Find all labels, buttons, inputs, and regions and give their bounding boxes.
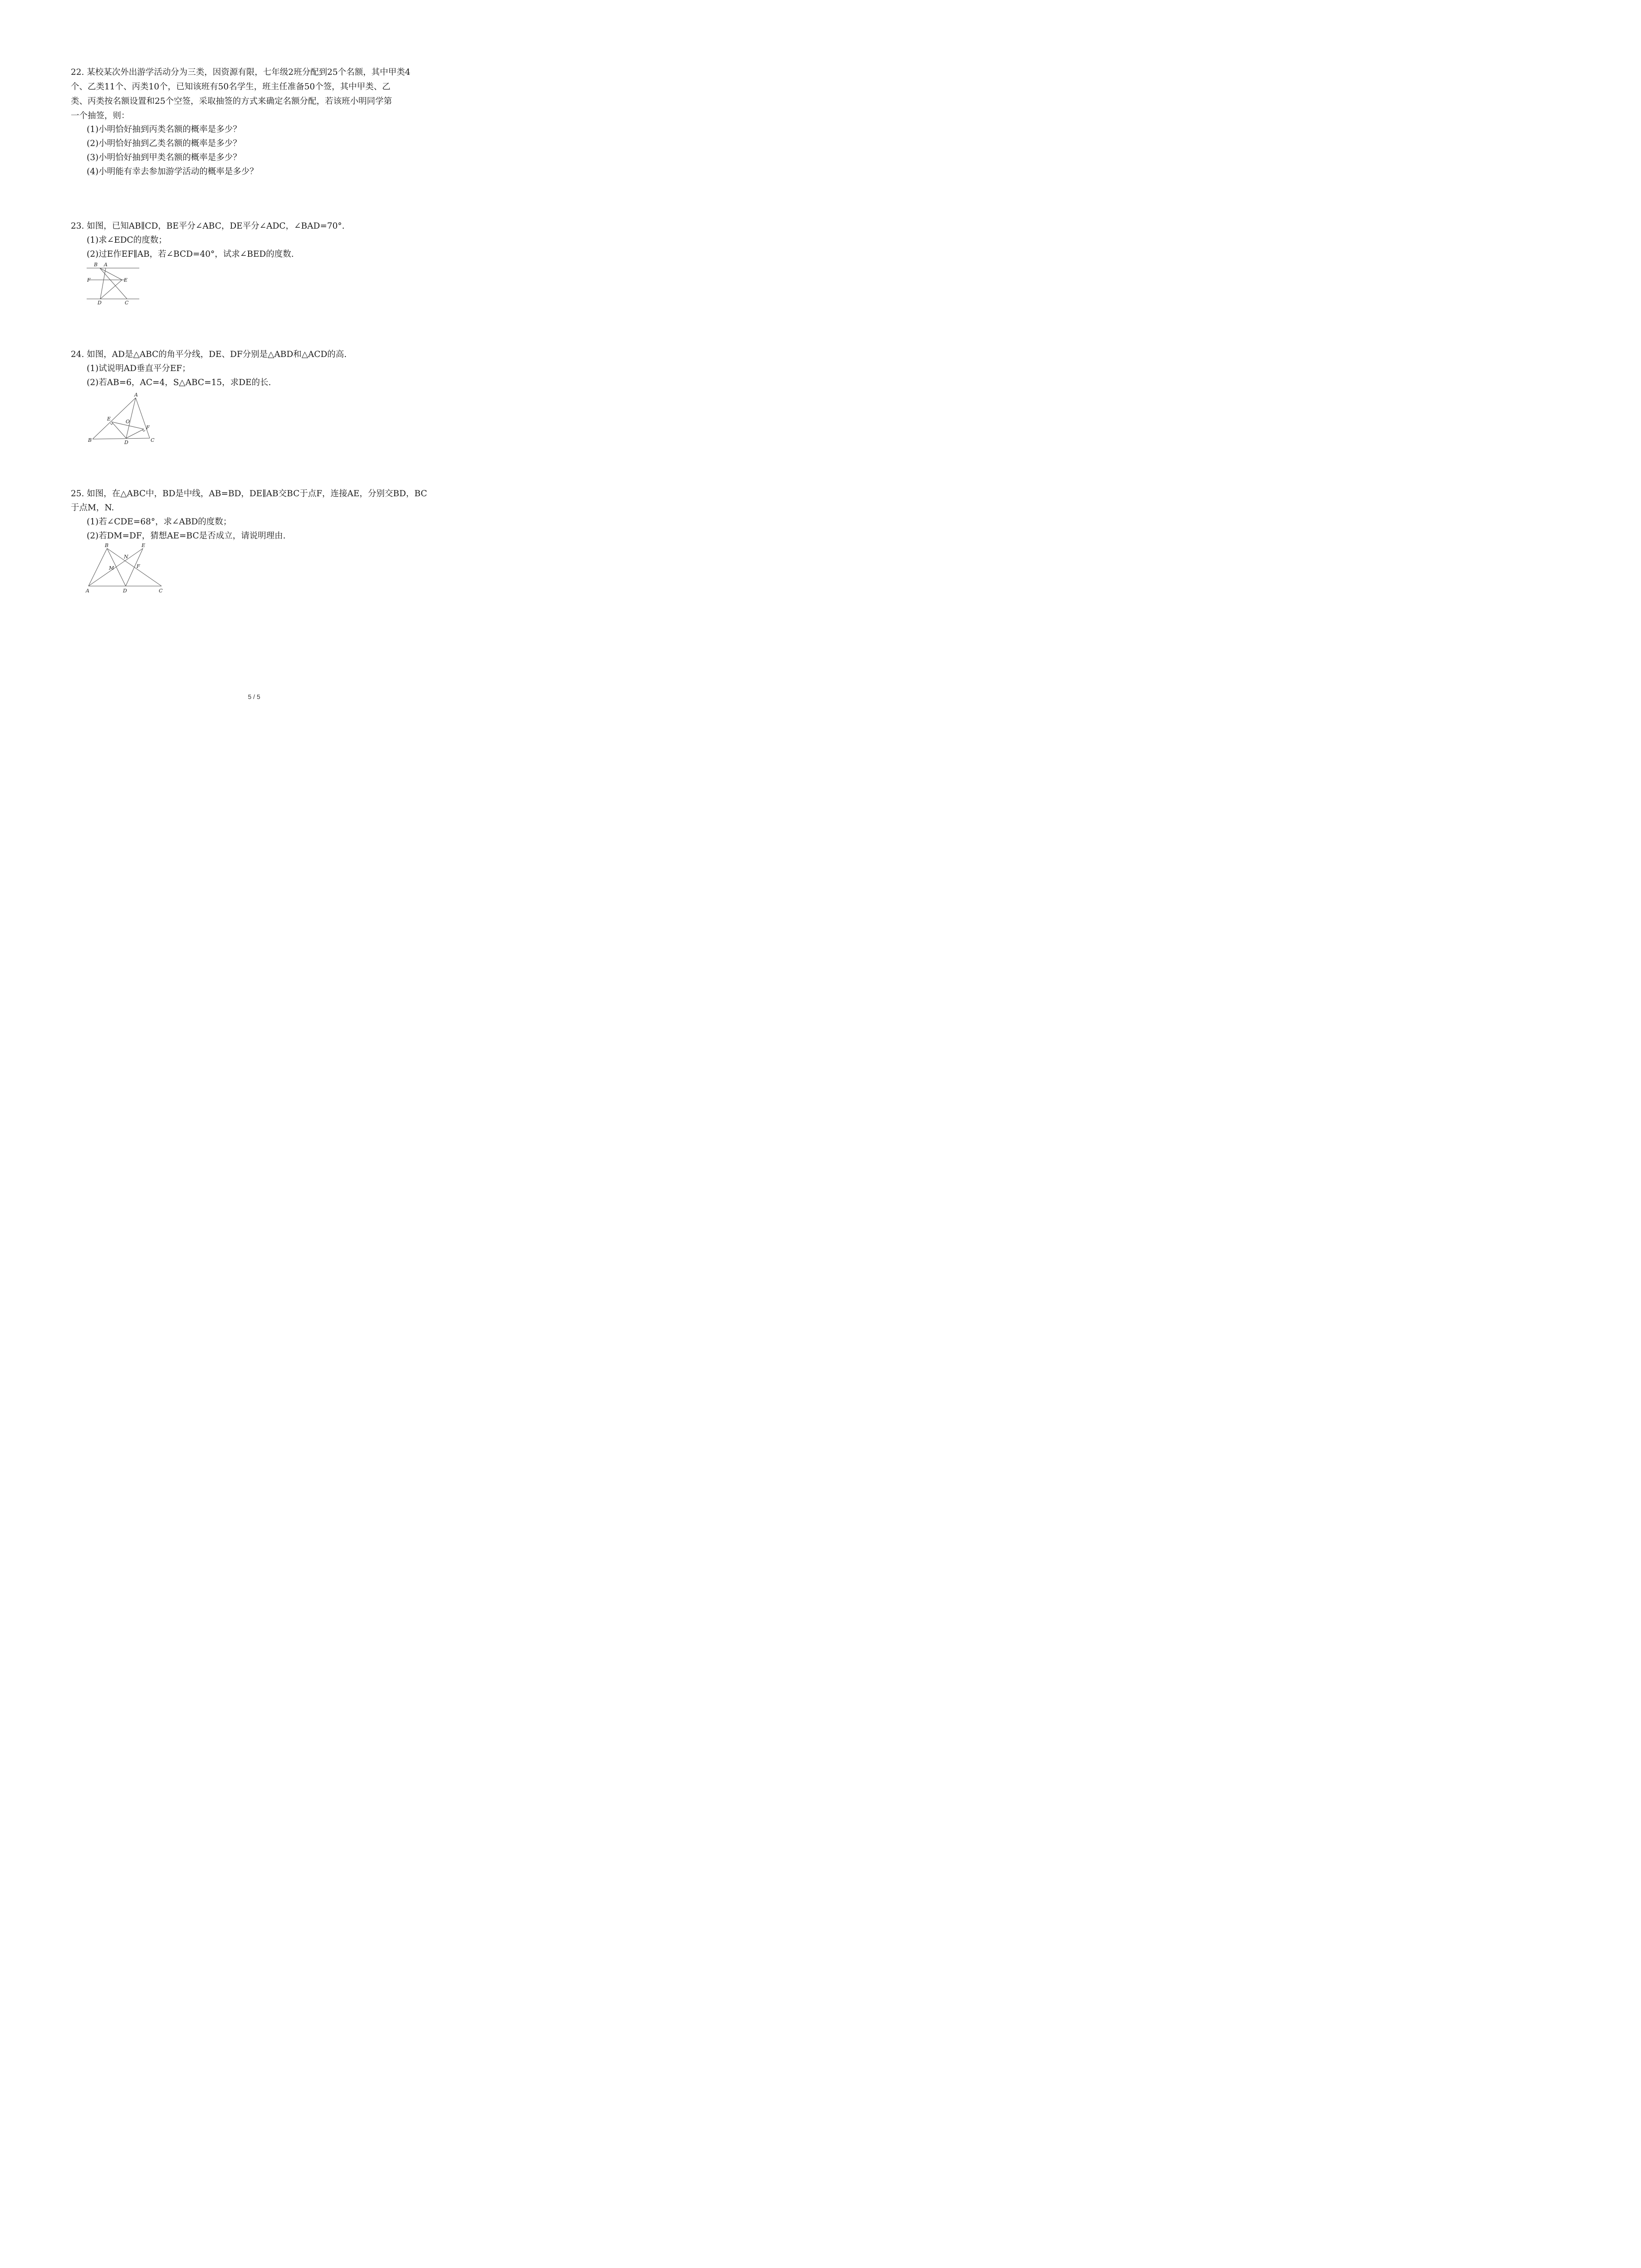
problem-23-part-1: (1)求∠EDC的度数； [87, 235, 167, 245]
problem-25-line-2: 于点M，N. [71, 503, 114, 513]
label-f: F [87, 277, 91, 283]
label-b: B [94, 262, 98, 268]
problem-23-figure [84, 260, 143, 308]
problem-22-part-3: (3)小明恰好抽到甲类名额的概率是多少？ [87, 153, 241, 162]
problem-25-line-1: 25. 如图，在△ABC中，BD是中线，AB=BD，DE∥AB交BC于点F，连接AE，分别交BD，BC [71, 489, 427, 499]
problem-22-line-4: 一个抽签，则： [71, 111, 130, 121]
label-e: E [124, 277, 128, 283]
label-c: C [151, 437, 155, 443]
problem-22-line-3: 类、丙类按名额设置和25个空签，采取抽签的方式来确定名额分配，若该班小明同学第 [71, 97, 392, 106]
problem-24-line-1: 24. 如图，AD是△ABC的角平分线，DE、DF分别是△ABD和△ACD的高. [71, 350, 347, 359]
label-f: F [146, 425, 150, 430]
label-f: F [137, 563, 140, 569]
problem-25-figure [83, 542, 167, 597]
problem-25-part-1: (1)若∠CDE=68°，求∠ABD的度数； [87, 517, 232, 527]
label-n: N [124, 554, 128, 560]
label-b: B [105, 543, 109, 548]
page-number: 5 / 5 [248, 693, 260, 700]
problem-22-line-1: 22. 某校某次外出游学活动分为三类，因资源有限，七年级2班分配到25个名额，其中甲类4 [71, 68, 411, 77]
label-c: C [159, 588, 163, 594]
label-o: O [126, 419, 130, 425]
problem-22-part-4: (4)小明能有幸去参加游学活动的概率是多少？ [87, 167, 258, 176]
label-b: B [88, 437, 92, 443]
label-m: M [109, 565, 114, 571]
label-d: D [124, 440, 128, 445]
problem-22-part-1: (1)小明恰好抽到丙类名额的概率是多少？ [87, 125, 241, 134]
problem-24-part-2: (2)若AB=6，AC=4，S△ABC=15，求DE的长. [87, 378, 271, 387]
problem-23-part-2: (2)过E作EF∥AB，若∠BCD=40°，试求∠BED的度数. [87, 249, 294, 259]
problem-22-part-2: (2)小明恰好抽到乙类名额的概率是多少？ [87, 139, 241, 148]
label-c: C [125, 300, 129, 306]
label-e: E [107, 416, 111, 422]
label-a: A [134, 392, 138, 398]
problem-23-line-1: 23. 如图，已知AB∥CD，BE平分∠ABC，DE平分∠ADC，∠BAD=70°. [71, 221, 345, 231]
problem-25-part-2: (2)若DM=DF，猜想AE=BC是否成立，请说明理由. [87, 531, 286, 541]
label-d: D [98, 300, 102, 306]
label-a: A [86, 588, 89, 594]
label-e: E [142, 543, 146, 548]
label-a: A [104, 262, 108, 268]
label-d: D [123, 588, 127, 594]
problem-24-part-1: (1)试说明AD垂直平分EF； [87, 364, 191, 373]
problem-24-figure [84, 390, 157, 446]
problem-22-line-2: 个、乙类11个、丙类10个，已知该班有50名学生，班主任准备50个签，其中甲类、乙 [71, 82, 391, 92]
